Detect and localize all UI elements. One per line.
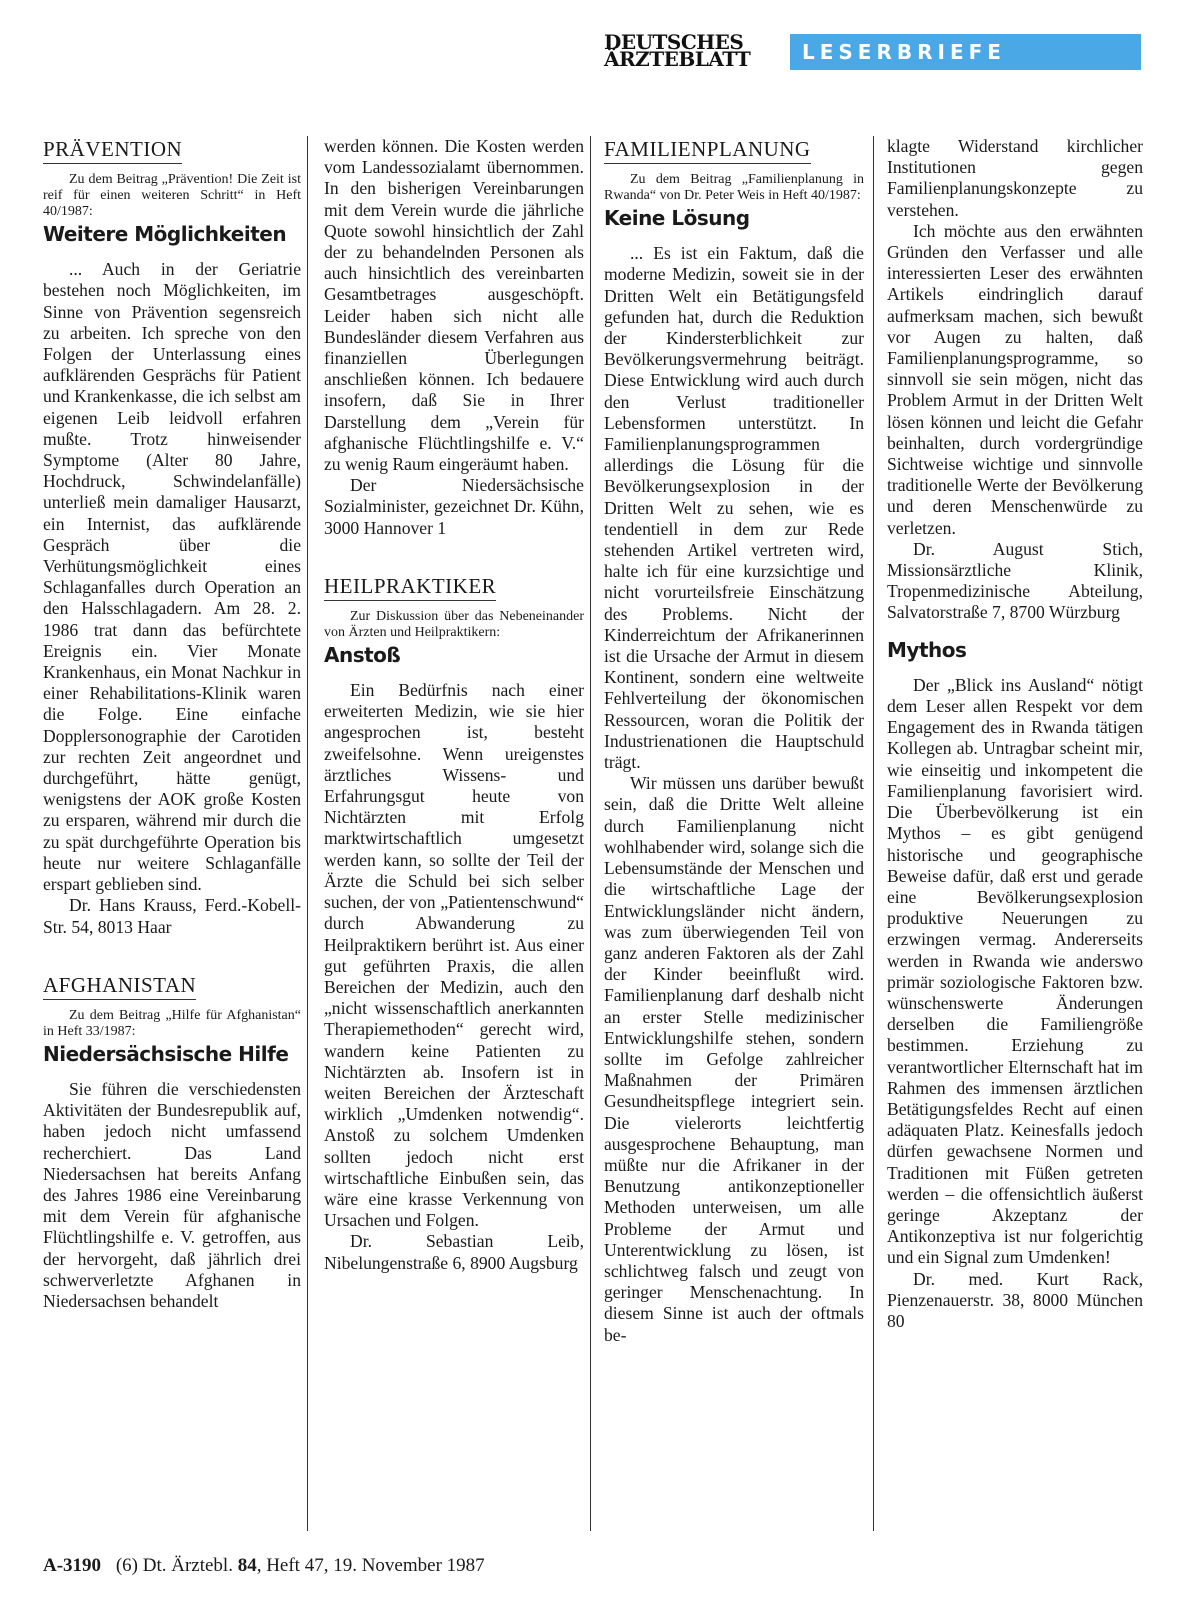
letter-body: Der „Blick ins Ausland“ nötigt dem Leser allen Respekt vor dem Engagement des in Rwanda tätigen Kollegen ab. Untragbar scheint mir, wie einseitig und inkompetent die Familienplanung favorisiert wird. Die Überbevölkerung ist ein Mythos – es gibt genügend historische und geographische Beweise dafür, daß erst und gerade eine Bevölkerungsexplosion produktive Neuerungen zu erzwingen vermag. Andererseits werden in Rwanda wie anderswo primär soziologische Faktoren bzw. wünschenswerte Änderungen derselben die Familiengröße bestimmen. Erziehung zu verantwortlicher Elternschaft hat im Rahmen des immensen ärztlichen Betätigungsfeldes Recht auf einen adäquaten Platz. Keinesfalls jedoch dürfen gewachsene Normen und Traditionen mit Füßen getreten werden – die offensichtlich äußerst geringe Akzeptanz der Antikonzeptiva ist nur folgerichtig und ein Signal zum Umdenken!	[887, 674, 1143, 1268]
letter-headline: Mythos	[887, 637, 967, 662]
letter-body: Wir müssen uns darüber bewußt sein, daß die Dritte Welt alleine durch Familienplanung nicht wohlhabender wird, solange sich die Lebensumstände der Menschen und die wirtschaftliche Lage der Entwicklungsländer nicht ändern, was zum überwiegenden Teil von ganz anderen Faktoren als der Zahl der Kinder beeinflußt wird. Familienplanung darf deshalb nicht an erster Stelle medizinischer Entwicklungshilfe stehen, sondern sollte im Gefolge zahlreicher Maßnahmen der Primären Gesundheitspflege integriert sein. Die vielerorts leichtfertig ausgesprochene Behauptung, man müßte nur die Afrikaner in der Benutzung antikonzeptioneller Methoden unterweisen, um alle Probleme der Armut und Unterentwicklung zu lösen, ist schlichtweg falsch und zeugt von geringer Menschenachtung. In diesem Sinne ist auch der oftmals be-	[604, 773, 864, 1345]
volume-number: 84	[237, 1555, 257, 1576]
letter-intro: Zu dem Beitrag „Hilfe für Afghanistan“ in Heft 33/1987:	[43, 1007, 301, 1039]
letter-intro: Zu dem Beitrag „Familienplanung in Rwanda“ von Dr. Peter Weis in Heft 40/1987:	[604, 172, 864, 203]
column-rule	[307, 136, 308, 1531]
letter-body: Ein Bedürfnis nach einer erweiterten Medizin, wie sie hier angesprochen ist, besteht zweifelsohne. Wenn ureigenstes ärztliches Wissens- und Erfahrungsgut heute von Nichtärzten mit Erfolg marktwirtschaftlich umgesetzt werden kann, so sollte der Teil der Ärzte die Schuld bei sich selber suchen, der von „Patientenschwund“ durch Abwanderung zu Heilpraktikern berührt ist. Aus einer gut geführten Praxis, die allen Bereichen der Medizin, auch den „nicht wissenschaftlich anerkannten Therapiemethoden“ gerecht wird, wandern keine Patienten zu Nichtärzten ab. Insofern ist in weiten Bereichen der Ärzteschaft wirklich „Umdenken notwendig“. Anstoß zu solchem Umdenken sollten jedoch nicht erst wirtschaftliche Einbußen sein, das wäre eine krasse Verkennung von Ursachen und Folgen.	[324, 680, 584, 1231]
column-4	[887, 136, 1143, 1332]
letter-body: Ich möchte aus den erwähnten Gründen den Verfasser und alle interessierten Leser des erwähnten Artikels eindringlich darauf aufmerksam machen, sich bewußt vor Augen zu halten, daß Familienplanungsprogramme, so sinnvoll sie sein mögen, nicht das Problem Armut in der Dritten Welt lösen können und leicht die Gefahr beinhalten, durch vordergründige Sichtweise wichtige und sinnvolle traditionelle Werte der Bevölkerung und deren Menschenwürde zu verletzen.	[887, 220, 1143, 538]
letter-signature: Dr. med. Kurt Rack, Pienzenauerstr. 38, 8000 München 80	[887, 1268, 1143, 1331]
letter-headline: Keine Lösung	[604, 206, 750, 230]
column-1	[43, 136, 301, 1312]
column-3	[604, 136, 864, 1346]
masthead-line2: ÄRZTEBLATT	[604, 47, 751, 71]
letter-headline: Anstoß	[324, 642, 401, 667]
letter-body: ... Es ist ein Faktum, daß die moderne Medizin, soweit sie in der Dritten Welt ein Betätigungsfeld gefunden hat, durch die Reduktion der Kindersterblichkeit zur Bevölkerungsvermehrung beiträgt. Diese Entwicklung wird auch durch den Verlust traditioneller Lebensformen unterstützt. In Familienplanungsprogrammen allerdings die Lösung für die Bevölkerungsexplosion in der Dritten Welt zu sehen, wie es tendentiell in dem zur Rede stehenden Artikel vertreten wird, halte ich für eine kurzsichtige und nicht vorurteilsfreie Einschätzung des Problems. Nicht der Kinderreichtum der Afrikanerinnen ist die Ursache der Armut in diesem Kontinent, sondern eine weltweite Fehlverteilung der ökonomischen Ressourcen, woran die Politik der Industrienationen die Hauptschuld trägt.	[604, 243, 864, 773]
masthead-logo	[604, 30, 780, 71]
section-rubric: LESERBRIEFE	[790, 34, 1141, 70]
letter-intro: Zur Diskussion über das Nebeneinander von Ärzten und Heilpraktikern:	[324, 608, 584, 640]
page-footer	[43, 1555, 485, 1577]
citation-suffix: , Heft 47, 19. November 1987	[256, 1555, 485, 1576]
column-rule	[873, 136, 874, 1531]
page-number: A-3190	[43, 1555, 102, 1576]
letter-headline: Weitere Möglichkeiten	[43, 222, 287, 246]
letter-body: Sie führen die verschiedensten Aktivitäten der Bundesrepublik auf, haben jedoch nicht umfassend recherchiert. Das Land Niedersachsen hat bereits Anfang des Jahres 1986 eine Vereinbarung mit dem Verein für afghanische Flüchtlingshilfe e. V. getroffen, aus der hervorgeht, daß jährlich drei schwerverletzte Afghanen in Niedersachsen behandelt	[43, 1078, 301, 1311]
letter-signature: Dr. Hans Krauss, Ferd.-Kobell-Str. 54, 8013 Haar	[43, 895, 301, 937]
section-title: AFGHANISTAN	[43, 972, 301, 998]
letter-body-continued: klagte Widerstand kirchlicher Institutionen gegen Familienplanungskonzepte zu verstehen.	[887, 136, 1143, 220]
letter-signature: Dr. August Stich, Missionsärztliche Klinik, Tropenmedizinische Abteilung, Salvatorstraße 7, 8700 Würzburg	[887, 538, 1143, 623]
masthead-line1: DEUTSCHES	[604, 30, 744, 54]
column-rule	[590, 136, 591, 1531]
letter-signature: Dr. Sebastian Leib, Nibelungenstraße 6, 8900 Augsburg	[324, 1231, 584, 1273]
letter-signature: Der Niedersächsische Sozialminister, gezeichnet Dr. Kühn, 3000 Hannover 1	[324, 475, 584, 538]
column-2	[324, 136, 584, 1274]
letter-body: ... Auch in der Geriatrie bestehen noch Möglichkeiten, im Sinne von Prävention segensreich zu arbeiten. Ich spreche von den Folgen der Unterlassung eines aufklärenden Gesprächs für Patient und Krankenkasse, die ich selbst am eigenen Leib leidvoll erfahren mußte. Trotz hinweisender Symptome (Alter 80 Jahre, Hochdruck, Schwindelanfälle) unterließ mein damaliger Hausarzt, ein Internist, das aufklärende Gespräch über die Verhütungsmöglichkeit eines Schlaganfalles durch Operation an den Halsschlagadern. Am 28. 2. 1986 trat dann das befürchtete Ereignis ein. Vier Monate Krankenhaus, ein Monat Nachkur in einer Rehabilitations-Klinik waren die Folge. Eine einfache Dopplersonographie der Carotiden zur rechten Zeit angeordnet und durchgeführt, hätte genügt, wenigstens der AOK große Kosten zu ersparen, während mir durch die zu spät durchgeführte Operation bis heute nur weitere Schlaganfälle erspart geblieben sind.	[43, 259, 301, 895]
citation-prefix: (6) Dt. Ärztebl.	[115, 1555, 233, 1576]
section-title: FAMILIENPLANUNG	[604, 136, 864, 162]
section-title: HEILPRAKTIKER	[324, 573, 584, 599]
section-title: PRÄVENTION	[43, 136, 301, 162]
letter-intro: Zu dem Beitrag „Prävention! Die Zeit ist reif für einen weiteren Schritt“ in Heft 40/1987:	[43, 172, 301, 219]
letter-headline: Niedersächsische Hilfe	[43, 1041, 289, 1066]
letter-body-continued: werden können. Die Kosten werden vom Landessozialamt übernommen. In den bisherigen Vereinbarungen mit dem Verein wurde die jährliche Quote sowohl hinsichtlich der Zahl der zu behandelnden Personen als auch hinsichtlich des vereinbarten Gesamtbetrages ausgeschöpft. Leider haben sich nicht alle Bundesländer diesem Verfahren aus finanziellen Überlegungen anschließen können. Ich bedauere insofern, daß Sie in Ihrer Darstellung dem „Verein für afghanische Flüchtlingshilfe e. V.“ zu wenig Raum eingeräumt haben.	[324, 136, 584, 475]
